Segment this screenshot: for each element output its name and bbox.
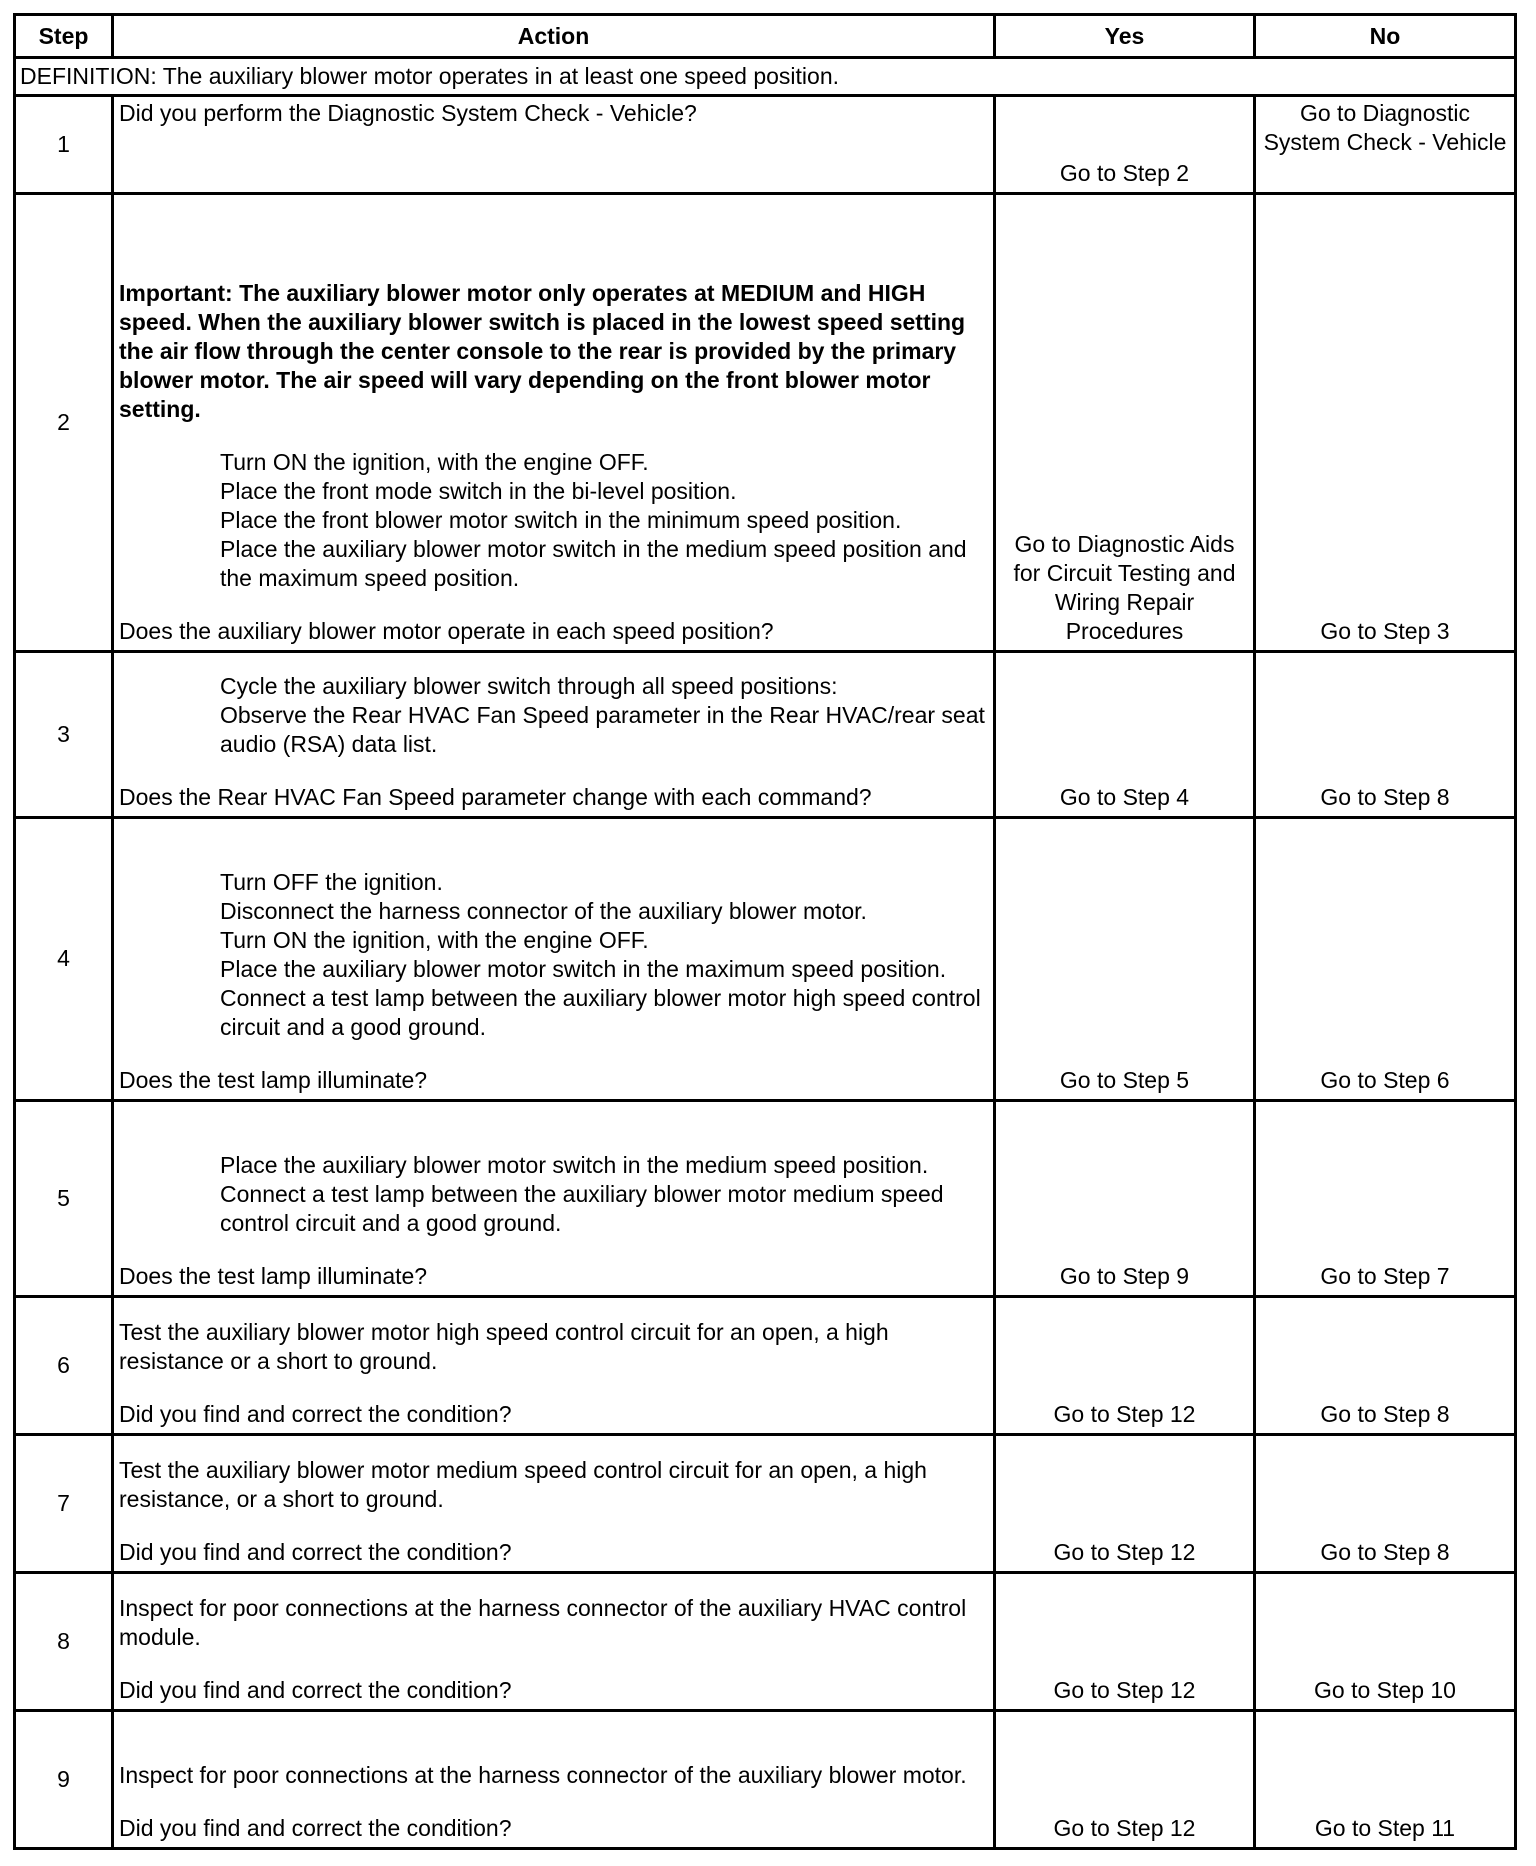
yes-cell: Go to Diagnostic Aids for Circuit Testing and Wiring Repair Procedures — [995, 194, 1255, 652]
step-number: 6 — [15, 1296, 113, 1434]
instruction-item: Cycle the auxiliary blower switch through all speed positions: — [220, 673, 838, 700]
no-cell: Go to Step 7 — [1255, 1100, 1516, 1296]
instruction-item: Turn OFF the ignition. — [220, 868, 443, 895]
action-question: Does the test lamp illuminate? — [119, 1262, 428, 1289]
instruction-list — [119, 1151, 989, 1238]
instruction-item: Place the front blower motor switch in the minimum speed position. — [220, 507, 902, 534]
instruction-list — [119, 672, 989, 759]
no-cell: Go to Step 8 — [1255, 652, 1516, 818]
instruction-item: Turn ON the ignition, with the engine OFF. — [220, 926, 649, 953]
action-cell — [113, 1572, 995, 1710]
action-question: Did you find and correct the condition? — [119, 1400, 512, 1427]
yes-cell: Go to Step 12 — [995, 1434, 1255, 1572]
step-number: 7 — [15, 1434, 113, 1572]
header-yes: Yes — [995, 15, 1255, 58]
header-step: Step — [15, 15, 113, 58]
action-question: Did you find and correct the condition? — [119, 1815, 512, 1841]
instruction-list — [119, 448, 989, 593]
no-cell: Go to Diagnostic System Check - Vehicle — [1255, 96, 1516, 194]
yes-cell: Go to Step 9 — [995, 1100, 1255, 1296]
action-text: Inspect for poor connections at the harness connector of the auxiliary HVAC control module. — [119, 1594, 967, 1650]
yes-cell: Go to Step 4 — [995, 652, 1255, 818]
definition-row — [15, 58, 1516, 96]
step-number: 9 — [15, 1710, 113, 1848]
step-number: 5 — [15, 1100, 113, 1296]
yes-cell: Go to Step 12 — [995, 1296, 1255, 1434]
instruction-item: Connect a test lamp between the auxiliary blower motor medium speed control circuit and a good ground. — [220, 1180, 944, 1236]
table-row — [15, 652, 1516, 818]
no-cell: Go to Step 3 — [1255, 194, 1516, 652]
instruction-list — [119, 868, 989, 1042]
action-text: Inspect for poor connections at the harness connector of the auxiliary blower motor. — [119, 1762, 967, 1788]
instruction-item: Connect a test lamp between the auxiliary blower motor high speed control circuit and a good ground. — [220, 984, 981, 1040]
action-cell — [113, 818, 995, 1100]
table-row — [15, 1710, 1516, 1848]
action-cell — [113, 194, 995, 652]
instruction-item: Place the auxiliary blower motor switch in the medium speed position and the maximum speed position. — [220, 536, 967, 592]
action-text: Test the auxiliary blower motor medium speed control circuit for an open, a high resistance, or a short to ground. — [119, 1456, 927, 1512]
instruction-item: Turn ON the ignition, with the engine OFF. — [220, 449, 649, 476]
instruction-item: Place the auxiliary blower motor switch in the medium speed position. — [220, 1151, 929, 1178]
no-cell: Go to Step 10 — [1255, 1572, 1516, 1710]
instruction-item: Disconnect the harness connector of the auxiliary blower motor. — [220, 897, 867, 924]
action-question: Does the test lamp illuminate? — [119, 1066, 428, 1093]
yes-cell: Go to Step 5 — [995, 818, 1255, 1100]
action-cell — [113, 96, 995, 194]
table-row — [15, 96, 1516, 194]
action-question: Did you find and correct the condition? — [119, 1676, 512, 1703]
step-number: 8 — [15, 1572, 113, 1710]
instruction-item: Observe the Rear HVAC Fan Speed parameter in the Rear HVAC/rear seat audio (RSA) data list. — [220, 702, 985, 758]
step-number: 1 — [15, 96, 113, 194]
header-row — [15, 15, 1516, 58]
no-cell: Go to Step 8 — [1255, 1296, 1516, 1434]
yes-cell: Go to Step 12 — [995, 1572, 1255, 1710]
yes-cell: Go to Step 12 — [995, 1710, 1255, 1848]
no-cell: Go to Step 11 — [1255, 1710, 1516, 1848]
action-question: Did you find and correct the condition? — [119, 1538, 512, 1565]
action-question: Does the auxiliary blower motor operate in each speed position? — [119, 618, 774, 645]
table-row — [15, 1100, 1516, 1296]
step-number: 2 — [15, 194, 113, 652]
step-number: 3 — [15, 652, 113, 818]
action-question: Did you perform the Diagnostic System Check - Vehicle? — [119, 100, 697, 127]
table-row — [15, 1434, 1516, 1572]
action-cell — [113, 652, 995, 818]
action-cell — [113, 1434, 995, 1572]
table-row — [15, 1296, 1516, 1434]
action-cell — [113, 1296, 995, 1434]
diagnostic-table — [13, 13, 1517, 1850]
action-text: Test the auxiliary blower motor high speed control circuit for an open, a high resistance or a short to ground. — [119, 1318, 889, 1374]
table-row — [15, 818, 1516, 1100]
important-note: Important: The auxiliary blower motor only operates at MEDIUM and HIGH speed. When the auxiliary blower switch is placed in the lowest speed setting the air flow through the center console to the rear is provided by the primary blower motor. The air speed will vary depending on the front blower motor setting. — [119, 280, 966, 423]
no-cell: Go to Step 6 — [1255, 818, 1516, 1100]
table-row — [15, 1572, 1516, 1710]
header-no: No — [1255, 15, 1516, 58]
step-number: 4 — [15, 818, 113, 1100]
header-action: Action — [113, 15, 995, 58]
table-row — [15, 194, 1516, 652]
no-cell: Go to Step 8 — [1255, 1434, 1516, 1572]
instruction-item: Place the front mode switch in the bi-level position. — [220, 478, 737, 505]
definition-text: DEFINITION: The auxiliary blower motor operates in at least one speed position. — [15, 58, 1516, 96]
action-question: Does the Rear HVAC Fan Speed parameter change with each command? — [119, 784, 872, 811]
yes-cell: Go to Step 2 — [995, 96, 1255, 194]
action-cell — [113, 1100, 995, 1296]
action-cell — [113, 1710, 995, 1848]
instruction-item: Place the auxiliary blower motor switch in the maximum speed position. — [220, 955, 947, 982]
